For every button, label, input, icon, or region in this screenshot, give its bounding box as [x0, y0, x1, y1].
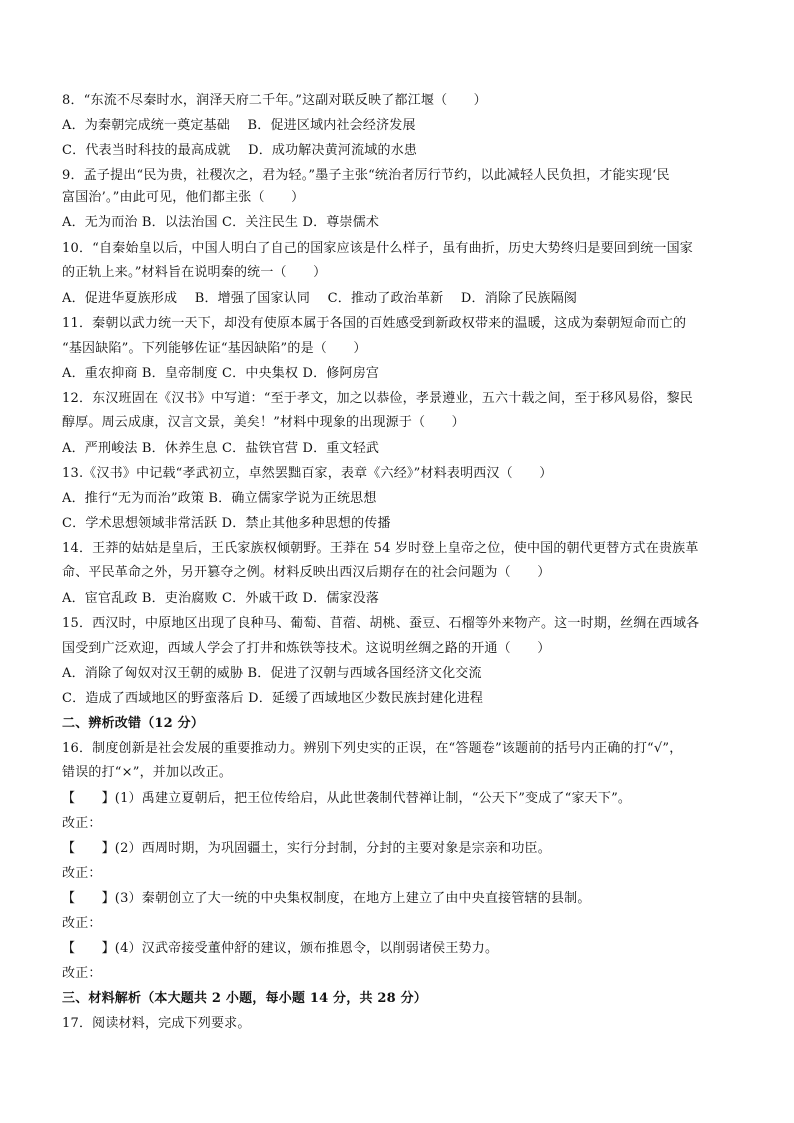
section-2-heading: 二、辨析改错（12 分）: [62, 716, 205, 731]
q10-stem-line-1: 10．“自秦始皇以后，中国人明白了自己的国家应该是什么样子，虽有曲折，历史大势终归是要回到统一国家: [62, 241, 693, 256]
q8-stem: 8．“东流不尽秦时水，润泽天府二千年。”这副对联反映了都江堰（ ）: [62, 93, 487, 108]
q14-stem-line-2: 命、平民革命之外，另开篡夺之例。材料反映出西汉后期存在的社会问题为（ ）: [62, 565, 551, 580]
q15-stem-line-2: 国受到广泛欢迎，西域人学会了打井和炼铁等技术。这说明丝绸之路的开通（ ）: [62, 641, 551, 656]
q16-correction-2: 改正：: [62, 866, 102, 881]
q16-correction-3: 改正：: [62, 916, 102, 931]
q14-options: A．宦官乱政 B．吏治腐败 C．外戚干政 D．儒家没落: [62, 591, 380, 606]
q13-options-ab: A．推行“无为而治”政策 B．确立儒家学说为正统思想: [62, 491, 377, 506]
q11-options: A．重农抑商 B．皇帝制度 C．中央集权 D．修阿房宫: [62, 366, 380, 381]
q10-stem-line-2: 的正轨上来。”材料旨在说明秦的统一（ ）: [62, 265, 327, 280]
q16-item-4: 【 】(4）汉武帝接受董仲舒的建议，颁布推恩令，以削弱诸侯王势力。: [62, 941, 499, 956]
q12-options: A．严刑峻法 B．休养生息 C．盐铁官营 D．重文轻武: [62, 441, 380, 456]
q11-stem-line-2: “基因缺陷”。下列能够佐证“基因缺陷”的是（ ）: [62, 341, 367, 356]
q9-options: A．无为而治 B．以法治国 C．关注民生 D．尊崇儒术: [62, 215, 380, 230]
q15-stem-line-1: 15．西汉时，中原地区出现了良种马、葡萄、苜蓿、胡桃、蚕豆、石榴等外来物产。这一时期，丝绸在西域各: [62, 616, 700, 631]
q16-correction-4: 改正：: [62, 966, 102, 981]
section-3-heading: 三、材料解析（本大题共 2 小题，每小题 14 分，共 28 分）: [62, 991, 427, 1006]
q16-item-2: 【 】(2）西周时期，为巩固疆土，实行分封制，分封的主要对象是宗亲和功臣。: [62, 841, 551, 856]
q13-options-cd: C．学术思想领域非常活跃 D．禁止其他多种思想的传播: [62, 516, 391, 531]
q11-stem-line-1: 11．秦朝以武力统一天下，却没有使原本属于各国的百姓感受到新政权带来的温暖，这成为秦朝短命而亡的: [62, 316, 687, 331]
q12-stem-line-1: 12．东汉班固在《汉书》中写道：“至于孝文，加之以恭俭，孝景遵业，五六十载之间，至于移风易俗，黎民: [62, 391, 693, 406]
q9-stem-line-1: 9．孟子提出“民为贵，社稷次之，君为轻。”墨子主张“统治者厉行节约，以此减轻人民负担，才能实现‘民: [62, 168, 670, 183]
q16-stem-line-2: 错误的打“×”，并加以改正。: [62, 765, 232, 780]
q17-stem: 17．阅读材料，完成下列要求。: [62, 1016, 251, 1031]
q13-stem: 13.《汉书》中记载“孝武初立，卓然罢黜百家，表章《六经》”材料表明西汉（ ）: [62, 466, 553, 481]
q9-stem-line-2: 富国治’。”由此可见，他们都主张（ ）: [62, 190, 305, 205]
q16-correction-1: 改正：: [62, 816, 102, 831]
q16-item-3: 【 】(3）秦朝创立了大一统的中央集权制度，在地方上建立了由中央直接管辖的县制。: [62, 891, 591, 906]
q8-options-ab: A．为秦朝完成统一奠定基础 B．促进区域内社会经济发展: [62, 118, 416, 133]
q16-item-1: 【 】(1）禹建立夏朝后，把王位传给启，从此世袭制代替禅让制，“公天下”变成了“家天下”。: [62, 791, 632, 806]
q12-stem-line-2: 醇厚。周云成康，汉言文景，美矣！”材料中现象的出现源于（ ）: [62, 415, 465, 430]
q16-stem-line-1: 16．制度创新是社会发展的重要推动力。辨别下列史实的正误，在“答题卷”该题前的括号内正确的打“√”，: [62, 741, 683, 756]
q15-options-ab: A．消除了匈奴对汉王朝的威胁 B．促进了汉朝与西域各国经济文化交流: [62, 666, 482, 681]
q10-options: A．促进华夏族形成 B．增强了国家认同 C．推动了政治革新 D．消除了民族隔阂: [62, 291, 578, 306]
q14-stem-line-1: 14．王莽的姑姑是皇后，王氏家族权倾朝野。王莽在 54 岁时登上皇帝之位，使中国的朝代更替方式在贵族革: [62, 541, 699, 556]
q15-options-cd: C．造成了西域地区的野蛮落后 D．延缓了西域地区少数民族封建化进程: [62, 691, 484, 706]
q8-options-cd: C．代表当时科技的最高成就 D．成功解决黄河流域的水患: [62, 143, 418, 158]
